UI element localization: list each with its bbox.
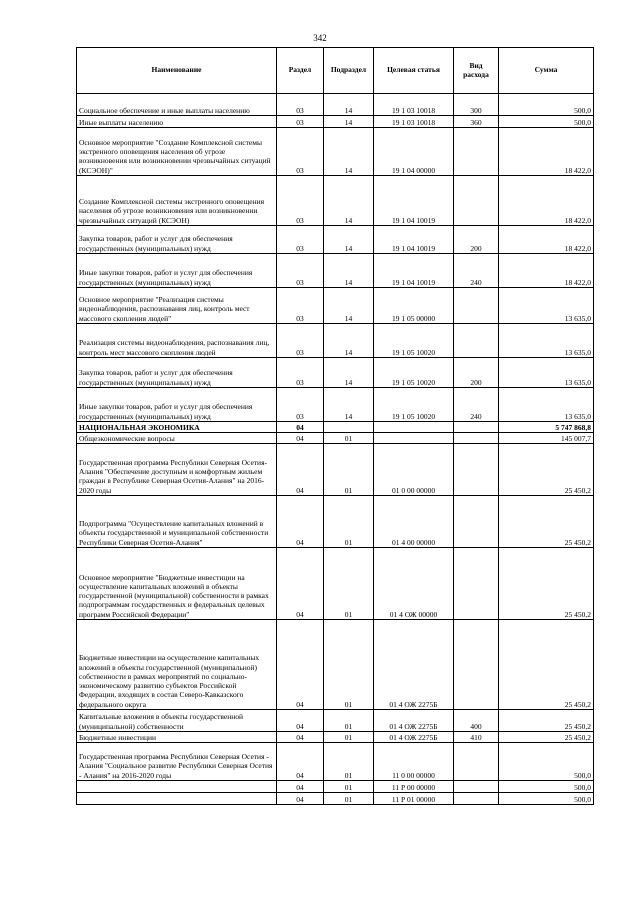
cell-amount: 5 747 868,8 (499, 422, 594, 433)
cell-section: 04 (277, 433, 324, 444)
cell-subsection: 14 (324, 116, 374, 128)
cell-subsection: 01 (324, 793, 374, 805)
cell-expense-type (454, 128, 499, 176)
table-row (77, 388, 594, 422)
cell-name: Бюджетные инвестиции на осуществление капитальных вложений в объекты государственной (муниципальной) собственности в рамках мероприятий по социально-экономическому развитию субъектов Российской Федерации, входящих в состав Северо-Кавказского федерального округа (77, 620, 277, 710)
cell-subsection: 14 (324, 358, 374, 388)
header-expense-type: Вид расхода (454, 48, 499, 94)
table-row (77, 620, 594, 710)
cell-subsection: 01 (324, 444, 374, 496)
cell-amount: 13 635,0 (499, 388, 594, 422)
cell-name: Иные выплаты населению (77, 116, 277, 128)
table-row (77, 94, 594, 116)
cell-section: 04 (277, 743, 324, 781)
cell-name (77, 781, 277, 793)
cell-name: Иные закупки товаров, работ и услуг для обеспечения государственных (муниципальных) нужд (77, 388, 277, 422)
cell-target: 11 Р 01 00000 (374, 793, 454, 805)
cell-section: 03 (277, 254, 324, 288)
cell-section: 03 (277, 116, 324, 128)
cell-section: 03 (277, 288, 324, 324)
cell-name: Основное мероприятие "Реализация системы видеонаблюдения, распознавания лиц, контроль мест массового скопления людей" (77, 288, 277, 324)
cell-name: Основное мероприятие "Создание Комплексной системы экстренного оповещения населения об угрозе возникновения или возникновении чрезвычайных ситуаций (КСЭОН)" (77, 128, 277, 176)
cell-amount: 25 450,2 (499, 548, 594, 620)
cell-name: Иные закупки товаров, работ и услуг для обеспечения государственных (муниципальных) нужд (77, 254, 277, 288)
table-row (77, 128, 594, 176)
cell-section: 04 (277, 620, 324, 710)
table-row (77, 358, 594, 388)
table-row (77, 176, 594, 226)
cell-amount: 25 450,2 (499, 732, 594, 743)
cell-subsection: 01 (324, 496, 374, 548)
cell-expense-type: 240 (454, 254, 499, 288)
cell-name: Государственная программа Республики Северная Осетия-Алания "Обеспечение доступным и комфортным жильем граждан в Республике Северная Осетия-Алания" на 2016-2020 годы (77, 444, 277, 496)
table-row (77, 732, 594, 743)
cell-section: 03 (277, 324, 324, 358)
cell-name: Основное мероприятие "Бюджетные инвестиции на осуществление капитальных вложений в объекты государственной (муниципальной) собственности в рамках подпрограммам государственных и федеральных целевых программ Российской Федерации" (77, 548, 277, 620)
cell-amount: 500,0 (499, 793, 594, 805)
cell-subsection: 14 (324, 128, 374, 176)
header-amount: Сумма (499, 48, 594, 94)
cell-amount: 145 007,7 (499, 433, 594, 444)
cell-target (374, 433, 454, 444)
table-row (77, 444, 594, 496)
cell-expense-type: 200 (454, 226, 499, 254)
cell-expense-type (454, 743, 499, 781)
cell-section: 04 (277, 422, 324, 433)
cell-target: 19 1 04 10019 (374, 176, 454, 226)
cell-subsection: 01 (324, 620, 374, 710)
table-row (77, 743, 594, 781)
cell-subsection: 14 (324, 94, 374, 116)
cell-expense-type (454, 433, 499, 444)
table-row (77, 781, 594, 793)
cell-name: Реализация системы видеонаблюдения, распознавания лиц, контроль мест массового скопления людей (77, 324, 277, 358)
cell-section: 04 (277, 548, 324, 620)
table-row (77, 288, 594, 324)
cell-expense-type (454, 620, 499, 710)
cell-target (374, 422, 454, 433)
cell-amount: 500,0 (499, 116, 594, 128)
table-row (77, 793, 594, 805)
cell-target: 11 0 00 00000 (374, 743, 454, 781)
cell-target: 19 1 04 10019 (374, 226, 454, 254)
cell-subsection: 14 (324, 324, 374, 358)
cell-amount: 13 635,0 (499, 358, 594, 388)
cell-amount: 500,0 (499, 94, 594, 116)
cell-section: 04 (277, 444, 324, 496)
cell-amount: 18 422,0 (499, 254, 594, 288)
cell-subsection: 01 (324, 732, 374, 743)
header-subsection: Подраздел (324, 48, 374, 94)
cell-amount: 18 422,0 (499, 128, 594, 176)
cell-section: 04 (277, 496, 324, 548)
cell-section: 04 (277, 793, 324, 805)
cell-name: Государственная программа Республики Северная Осетия - Алания "Социальное развитие Республики Северная Осетия - Алания" на 2016-2020 годы (77, 743, 277, 781)
cell-target: 01 4 00 00000 (374, 496, 454, 548)
cell-target: 01 4 ОЖ 2275Б (374, 620, 454, 710)
cell-subsection: 01 (324, 710, 374, 732)
cell-expense-type (454, 548, 499, 620)
header-target: Целевая статья (374, 48, 454, 94)
table-row (77, 226, 594, 254)
table-row-section-total (77, 422, 594, 433)
cell-target: 19 1 04 00000 (374, 128, 454, 176)
cell-name (77, 793, 277, 805)
cell-expense-type (454, 496, 499, 548)
page-number: 342 (313, 33, 327, 43)
cell-amount: 25 450,2 (499, 444, 594, 496)
cell-target: 19 1 03 10018 (374, 94, 454, 116)
cell-section: 03 (277, 226, 324, 254)
cell-amount: 18 422,0 (499, 226, 594, 254)
cell-section: 04 (277, 781, 324, 793)
cell-expense-type (454, 324, 499, 358)
table-row (77, 433, 594, 444)
cell-amount: 500,0 (499, 781, 594, 793)
cell-target: 11 Р 00 00000 (374, 781, 454, 793)
cell-amount: 25 450,2 (499, 620, 594, 710)
cell-target: 01 0 00 00000 (374, 444, 454, 496)
table-header-row (77, 48, 594, 94)
cell-name: Общеэкономические вопросы (77, 433, 277, 444)
cell-subsection: 14 (324, 288, 374, 324)
cell-subsection: 01 (324, 548, 374, 620)
table-row (77, 496, 594, 548)
cell-target: 19 1 05 10020 (374, 388, 454, 422)
cell-target: 19 1 05 10020 (374, 358, 454, 388)
cell-expense-type (454, 176, 499, 226)
cell-target: 01 4 ОЖ 2275Б (374, 732, 454, 743)
table-row (77, 548, 594, 620)
cell-expense-type (454, 444, 499, 496)
cell-section: 03 (277, 388, 324, 422)
table-row (77, 116, 594, 128)
table-row (77, 710, 594, 732)
cell-section: 03 (277, 358, 324, 388)
cell-amount: 13 635,0 (499, 288, 594, 324)
header-section: Раздел (277, 48, 324, 94)
cell-section: 03 (277, 94, 324, 116)
cell-name: Бюджетные инвестиции (77, 732, 277, 743)
cell-name: Подпрограмма "Осуществление капитальных вложений в объекты государственной и муниципальной собственности Республики Северная Осетия-Алания" (77, 496, 277, 548)
cell-name: НАЦИОНАЛЬНАЯ ЭКОНОМИКА (77, 422, 277, 433)
cell-expense-type: 200 (454, 358, 499, 388)
cell-expense-type: 400 (454, 710, 499, 732)
cell-subsection: 14 (324, 226, 374, 254)
cell-name: Создание Комплексной системы экстренного оповещения населения об угрозе возникновения или возникновении чрезвычайных ситуаций (КСЭОН) (77, 176, 277, 226)
cell-section: 03 (277, 128, 324, 176)
cell-expense-type: 240 (454, 388, 499, 422)
cell-expense-type (454, 781, 499, 793)
cell-target: 01 4 ОЖ 2275Б (374, 710, 454, 732)
cell-name: Закупка товаров, работ и услуг для обеспечения государственных (муниципальных) нужд (77, 226, 277, 254)
cell-subsection: 14 (324, 388, 374, 422)
table-row (77, 254, 594, 288)
cell-expense-type: 410 (454, 732, 499, 743)
cell-subsection: 01 (324, 433, 374, 444)
cell-target: 01 4 ОЖ 00000 (374, 548, 454, 620)
cell-expense-type (454, 793, 499, 805)
cell-name: Социальное обеспечение и иные выплаты населению (77, 94, 277, 116)
cell-amount: 25 450,2 (499, 496, 594, 548)
cell-subsection: 14 (324, 254, 374, 288)
cell-expense-type: 360 (454, 116, 499, 128)
cell-amount: 25 450,2 (499, 710, 594, 732)
table-row (77, 324, 594, 358)
cell-section: 04 (277, 732, 324, 743)
cell-name: Капитальные вложения в объекты государственной (муниципальной) собственности (77, 710, 277, 732)
cell-amount: 13 635,0 (499, 324, 594, 358)
cell-expense-type (454, 288, 499, 324)
header-name: Наименование (77, 48, 277, 94)
cell-amount: 500,0 (499, 743, 594, 781)
cell-target: 19 1 05 10020 (374, 324, 454, 358)
cell-section: 04 (277, 710, 324, 732)
cell-name: Закупка товаров, работ и услуг для обеспечения государственных (муниципальных) нужд (77, 358, 277, 388)
budget-table (76, 47, 594, 805)
cell-target: 19 1 03 10018 (374, 116, 454, 128)
cell-section: 03 (277, 176, 324, 226)
cell-subsection (324, 422, 374, 433)
cell-subsection: 01 (324, 743, 374, 781)
cell-target: 19 1 05 00000 (374, 288, 454, 324)
cell-subsection: 14 (324, 176, 374, 226)
cell-subsection: 01 (324, 781, 374, 793)
cell-amount: 18 422,0 (499, 176, 594, 226)
cell-expense-type (454, 422, 499, 433)
cell-expense-type: 300 (454, 94, 499, 116)
cell-target: 19 1 04 10019 (374, 254, 454, 288)
